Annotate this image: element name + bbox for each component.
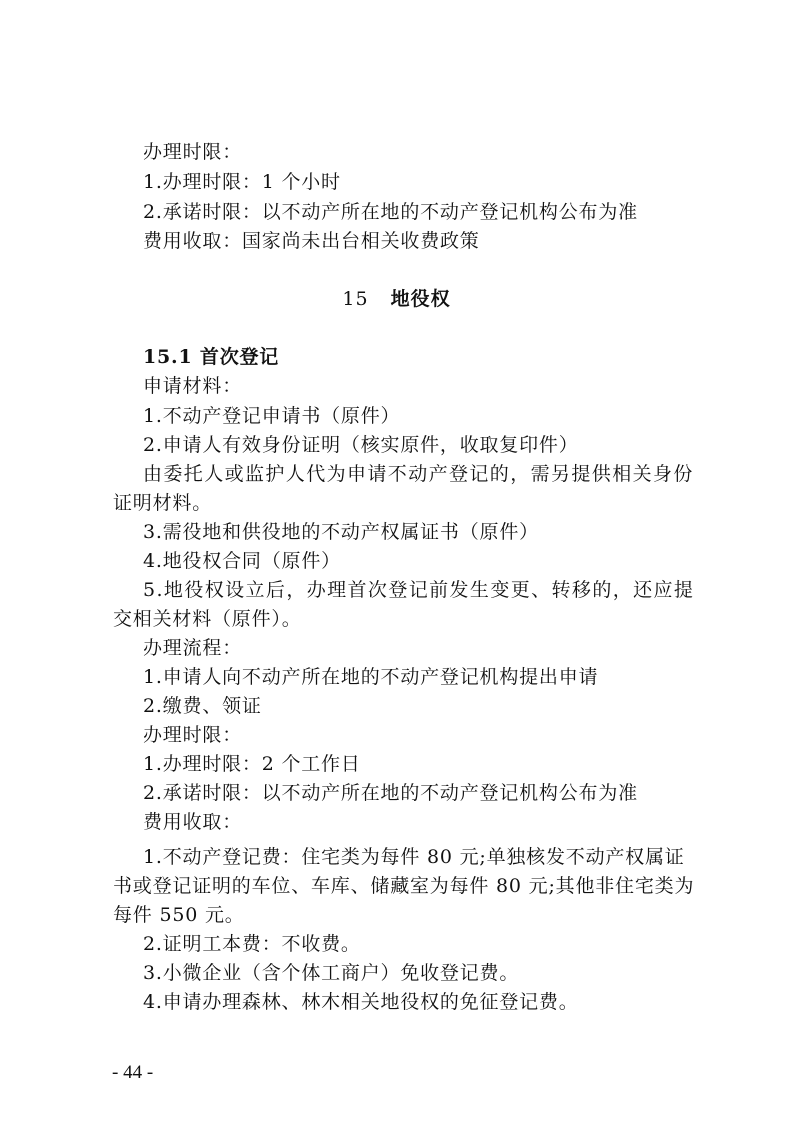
material-item-2: 2.申请人有效身份证明（核实原件，收取复印件） <box>143 434 579 456</box>
material-item-3: 3.需役地和供役地的不动产权属证书（原件） <box>143 521 539 543</box>
chapter-title: 地役权 <box>390 288 451 310</box>
material-item-4: 4.地役权合同（原件） <box>143 550 341 572</box>
process-label: 办理流程： <box>143 637 243 659</box>
fee-item-4: 4.申请办理森林、林木相关地役权的免征登记费。 <box>143 991 579 1013</box>
process-item-1: 1.申请人向不动产所在地的不动产登记机构提出申请 <box>143 666 599 688</box>
fee-item-1-line-1: 1.不动产登记费：住宅类为每件 80 元;单独核发不动产权属证 <box>143 846 685 868</box>
time-limit-item-1: 1.办理时限：1 个小时 <box>143 171 341 193</box>
material-item-5-line-2: 交相关材料（原件）。 <box>113 608 302 630</box>
process-item-2: 2.缴费、领证 <box>143 695 262 717</box>
fee-label: 费用收取： <box>143 811 243 833</box>
material-note-line-2: 证明材料。 <box>113 492 213 514</box>
material-note-line-1: 由委托人或监护人代为申请不动产登记的，需另提供相关身份 <box>143 463 694 485</box>
material-item-1: 1.不动产登记申请书（原件） <box>143 405 401 427</box>
section-heading: 15.1 首次登记 <box>143 346 280 368</box>
fee-item-3: 3.小微企业（含个体工商户）免收登记费。 <box>143 962 520 984</box>
chapter-heading <box>0 288 793 310</box>
time-limit-item-2-1: 1.办理时限：2 个工作日 <box>143 753 361 775</box>
time-limit-label-2: 办理时限： <box>143 724 243 746</box>
time-limit-item-2: 2.承诺时限：以不动产所在地的不动产登记机构公布为准 <box>143 201 638 223</box>
material-item-5-line-1: 5.地役权设立后，办理首次登记前发生变更、转移的，还应提 <box>143 579 695 601</box>
fee-line: 费用收取：国家尚未出台相关收费政策 <box>143 230 480 252</box>
fee-item-1-line-2: 书或登记证明的车位、车库、储藏室为每件 80 元;其他非住宅类为 <box>113 875 695 897</box>
fee-item-1-line-3: 每件 550 元。 <box>113 904 245 926</box>
page-number: - 44 - <box>112 1062 154 1083</box>
materials-label: 申请材料： <box>143 375 243 397</box>
fee-item-2: 2.证明工本费：不收费。 <box>143 933 361 955</box>
time-limit-item-2-2: 2.承诺时限：以不动产所在地的不动产登记机构公布为准 <box>143 782 638 804</box>
chapter-number: 15 <box>342 288 369 310</box>
time-limit-label: 办理时限： <box>143 141 243 163</box>
